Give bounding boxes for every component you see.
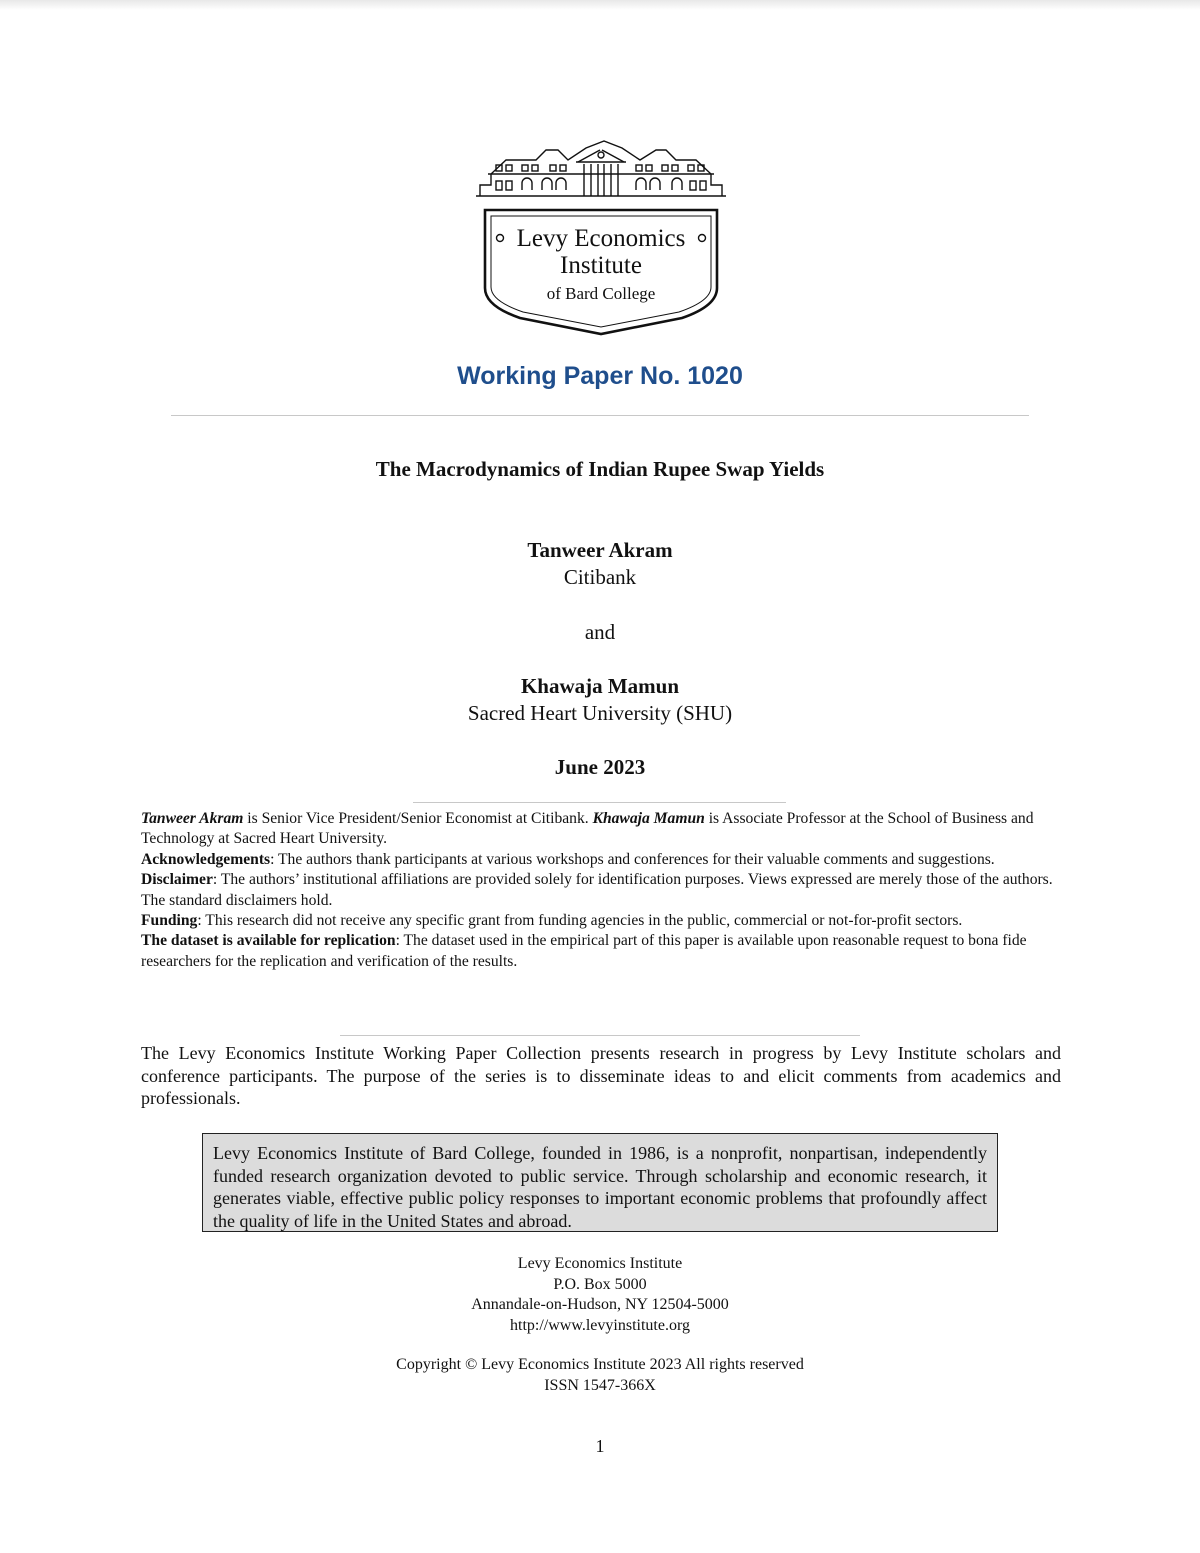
author-affiliation-2: Sacred Heart University (SHU) — [467, 701, 733, 725]
address-website[interactable]: http://www.levyinstitute.org — [510, 1316, 690, 1334]
page-top-shadow — [0, 0, 1200, 10]
address-line-3: Annandale-on-Hudson, NY 12504-5000 — [471, 1296, 729, 1313]
acknowledgements-label: Acknowledgements — [141, 850, 271, 868]
paper-title: The Macrodynamics of Indian Rupee Swap Yields — [375, 457, 825, 481]
shield-dot-right — [699, 235, 706, 242]
pediment-ornament — [598, 152, 604, 158]
address-line-2: P.O. Box 5000 — [553, 1275, 647, 1293]
disclaimer — [141, 870, 1066, 911]
collection-description: The Levy Economics Institute Working Paper Collection presents research in progress by Levy Institute scholars and conference participants. The purpose of the series is to disseminate ideas to and elicit comments from academics and professionals. — [141, 1043, 1061, 1108]
author-info-text-1: is Senior Vice President/Senior Economist at Citibank. — [243, 810, 593, 827]
author-name-1: Tanweer Akram — [527, 538, 673, 562]
copyright-notice: Copyright © Levy Economics Institute 2023 All rights reserved — [396, 1356, 804, 1373]
institute-mission-box: Levy Economics Institute of Bard College, founded in 1986, is a nonprofit, nonpartisan, independently funded research organization devoted to public service. Through scholarship and economic research, it generates viable, effective public policy responses to important economic problems that profoundly affect the quality of life in the United States and abroad. — [202, 1133, 998, 1232]
working-paper-number: Working Paper No. 1020 — [457, 362, 743, 390]
logo-text-line1: Levy Economics — [516, 225, 686, 252]
divider-top — [171, 415, 1029, 416]
funding — [141, 911, 1066, 931]
acknowledgements — [141, 850, 1066, 870]
footnotes — [141, 809, 1066, 972]
disclaimer-text: : The authors’ institutional affiliations are provided solely for identification purposes. Views expressed are merely those of the authors. The standard disclaimers hold. — [141, 871, 1053, 909]
divider-notes-top — [413, 802, 786, 803]
author-info-name-2: Khawaja Mamun — [592, 810, 705, 827]
dataset-availability — [141, 931, 1066, 972]
acknowledgements-text: : The authors thank participants at various workshops and conferences for their valuable comments and suggestions. — [270, 850, 995, 868]
levy-institute-logo — [476, 138, 726, 338]
page-number: 1 — [595, 1436, 605, 1456]
logo-text-line3: of Bard College — [546, 284, 656, 303]
author-conjunction: and — [584, 620, 616, 644]
funding-label: Funding — [141, 912, 198, 930]
funding-text: : This research did not receive any specific grant from funding agencies in the public, commercial or not-for-profit sectors. — [197, 912, 963, 930]
author-info-name-1: Tanweer Akram — [141, 810, 244, 827]
author-name-2: Khawaja Mamun — [520, 674, 680, 698]
publication-date: June 2023 — [554, 755, 646, 779]
copyright-block — [0, 1355, 1200, 1396]
author-info — [141, 809, 1066, 850]
institute-address — [0, 1254, 1200, 1336]
issn: ISSN 1547-366X — [544, 1376, 656, 1394]
logo-graphic — [476, 138, 726, 338]
logo-text-line2: Institute — [560, 252, 642, 279]
address-line-1: Levy Economics Institute — [517, 1255, 683, 1272]
author-affiliation-1: Citibank — [563, 565, 637, 589]
author-info-text-2: is Associate Professor at the School of Business and Technology at Sacred Heart University. — [141, 810, 1034, 848]
dataset-label: The dataset is available for replication — [141, 932, 396, 950]
shield-dot-left — [497, 235, 504, 242]
disclaimer-label: Disclaimer — [141, 871, 213, 889]
building-roofline — [480, 141, 722, 196]
divider-notes-bottom — [340, 1035, 860, 1036]
dataset-text: : The dataset used in the empirical part of this paper is available upon reasonable request to bona fide researchers for the replication and verification of the results. — [141, 932, 1027, 970]
